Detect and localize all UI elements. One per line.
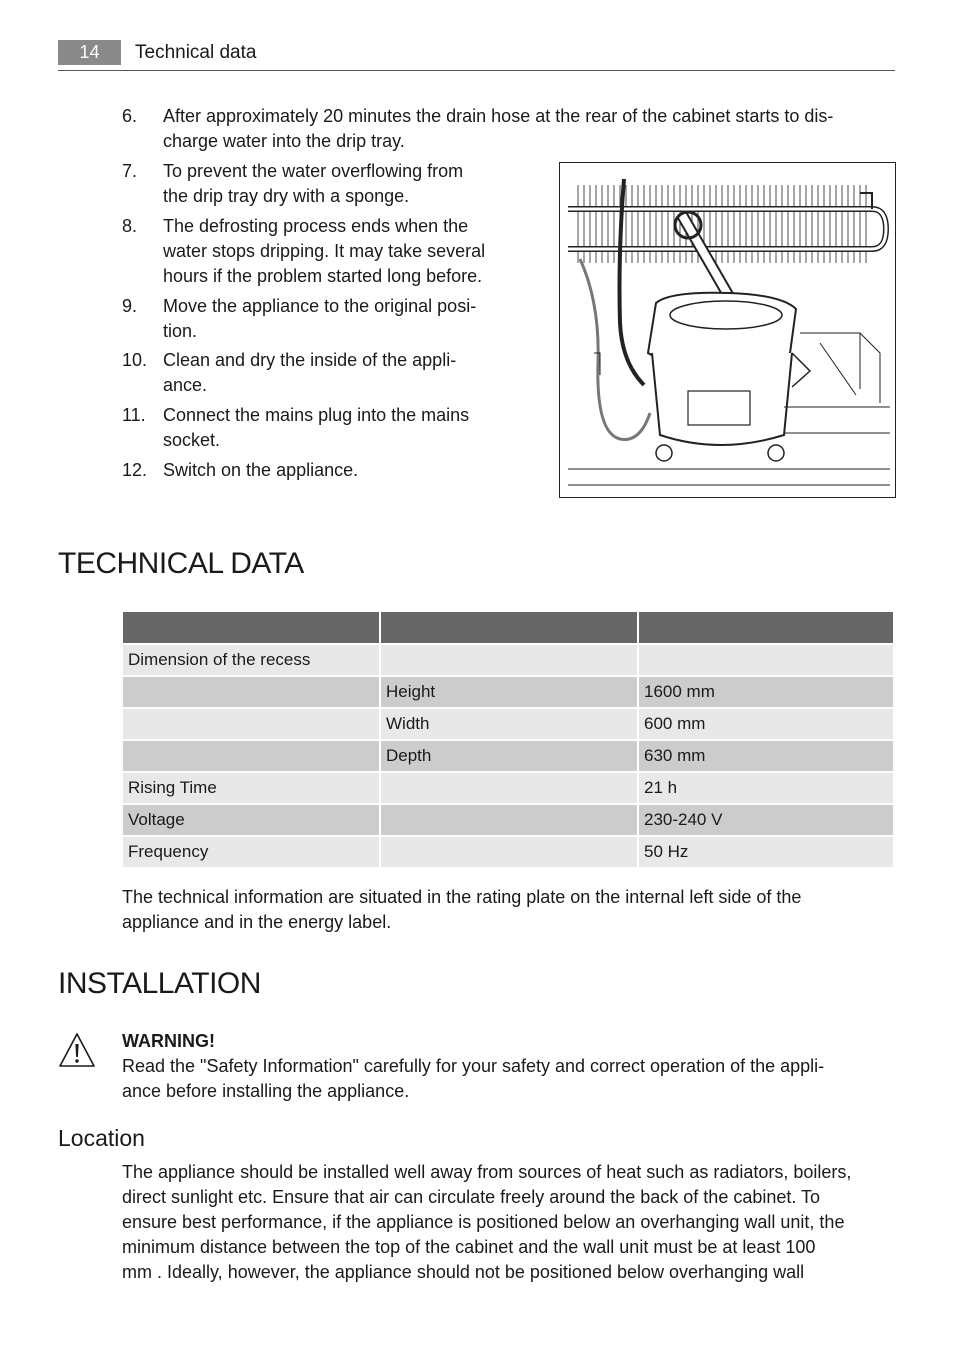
step-6 [122,104,894,154]
technical-data-table [121,610,895,869]
step-text-line: Connect the mains plug into the mains [163,405,470,425]
warning-title: WARNING! [122,1031,215,1051]
technical-data-heading: TECHNICAL DATA [58,547,304,580]
step-text-line: charge water into the drip tray. [163,131,405,151]
paragraph-line: ance before installing the appliance. [122,1081,410,1101]
table-cell: Voltage [123,805,379,835]
step-number: 9. [122,296,138,316]
table-header-row [123,612,893,643]
table-cell: 230-240 V [639,805,893,835]
paragraph-line: The technical information are situated in the rating plate on the internal left side of the [122,887,802,907]
warning-text [122,1054,894,1104]
step-text-line: water stops dripping. It may take several [163,241,486,261]
table-cell: 1600 mm [639,677,893,707]
table-header-cell [639,612,893,643]
table-cell [381,645,637,675]
step-number: 7. [122,161,138,181]
table-row [123,645,893,675]
table-cell: 600 mm [639,709,893,739]
step-9 [122,294,522,344]
table-cell: Depth [381,741,637,771]
technical-info-note [122,885,894,935]
table-header-cell [381,612,637,643]
step-text-line: the drip tray dry with a sponge. [163,186,410,206]
step-text-line: socket. [163,430,221,450]
step-text-line: tion. [163,321,198,341]
table-cell [123,677,379,707]
step-text-line: After approximately 20 minutes the drain hose at the rear of the cabinet starts to dis- [163,106,834,126]
table-cell [123,741,379,771]
header-section-title: Technical data [135,42,257,63]
paragraph-line: ensure best performance, if the appliance is positioned below an overhanging wall unit, the [122,1212,845,1232]
paragraph-line: direct sunlight etc. Ensure that air can circulate freely around the back of the cabinet. To [122,1187,821,1207]
table-cell: Rising Time [123,773,379,803]
table-cell: Frequency [123,837,379,867]
step-text-line: The defrosting process ends when the [163,216,469,236]
table-cell: 21 h [639,773,893,803]
paragraph-line: minimum distance between the top of the cabinet and the wall unit must be at least 100 [122,1237,816,1257]
table-cell: 630 mm [639,741,893,771]
table-row [123,677,893,707]
step-number: 10. [122,350,148,370]
compressor-drain-illustration [559,162,896,498]
table-cell [381,773,637,803]
paragraph-line: mm . Ideally, however, the appliance should not be positioned below overhanging wall [122,1262,805,1282]
step-text-line: hours if the problem started long before. [163,266,483,286]
step-8 [122,214,522,289]
step-number: 8. [122,216,138,236]
table-cell [639,645,893,675]
table-cell: 50 Hz [639,837,893,867]
paragraph-line: Read the "Safety Information" carefully for your safety and correct operation of the appli- [122,1056,825,1076]
paragraph-line: The appliance should be installed well away from sources of heat such as radiators, boilers, [122,1162,852,1182]
step-text-line: Switch on the appliance. [163,460,359,480]
table-row [123,837,893,867]
location-heading: Location [58,1125,145,1151]
table-cell [381,837,637,867]
header-divider [58,70,895,71]
location-text [122,1160,894,1285]
table-row [123,741,893,771]
table-row [123,805,893,835]
table-header-cell [123,612,379,643]
table-cell [123,709,379,739]
table-cell [381,805,637,835]
table-cell: Dimension of the recess [123,645,379,675]
step-text-line: Move the appliance to the original posi- [163,296,477,316]
page-number: 14 [58,40,121,65]
table-row [123,709,893,739]
step-7 [122,159,522,209]
paragraph-line: appliance and in the energy label. [122,912,392,932]
installation-heading: INSTALLATION [58,967,261,1000]
step-11 [122,403,522,453]
step-text-line: To prevent the water overflowing from [163,161,464,181]
table-cell: Height [381,677,637,707]
step-number: 11. [122,405,146,425]
step-12 [122,458,522,483]
table-cell: Width [381,709,637,739]
compressor-drawing [560,163,895,497]
warning-icon [58,1032,96,1068]
table-row [123,773,893,803]
step-number: 6. [122,106,138,126]
step-text-line: Clean and dry the inside of the appli- [163,350,457,370]
step-10 [122,348,522,398]
step-text-line: ance. [163,375,208,395]
step-number: 12. [122,460,148,480]
